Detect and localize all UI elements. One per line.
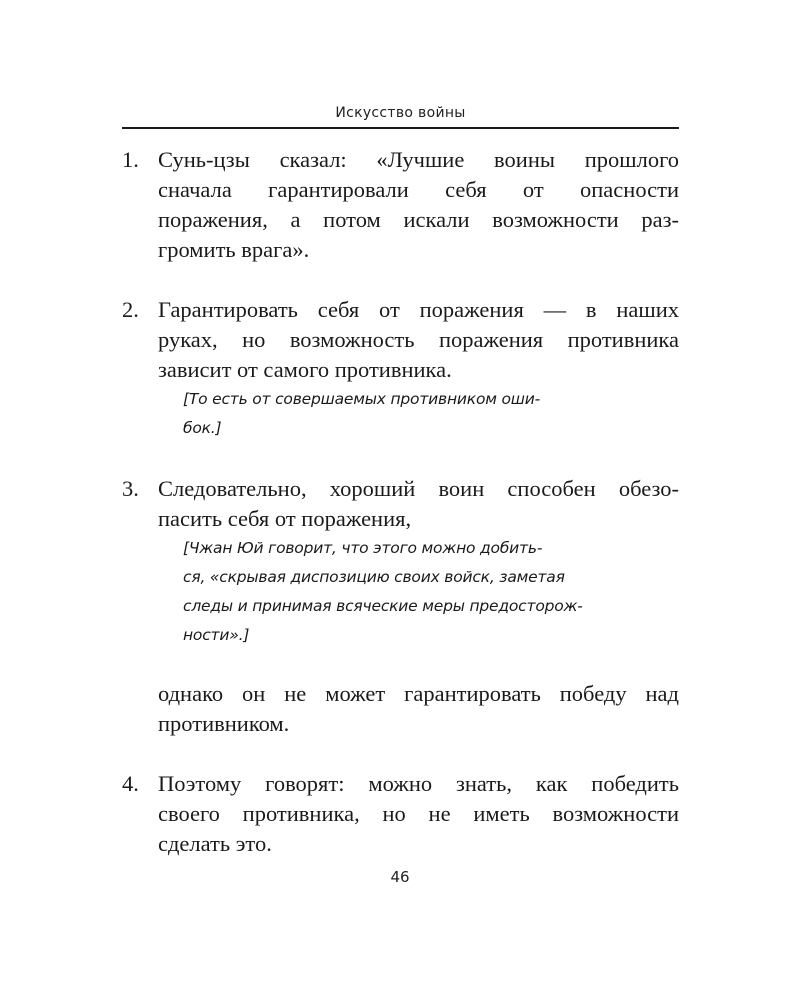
- text-line: однако он не может гарантировать победу над: [158, 681, 679, 706]
- note-line: бок.]: [183, 419, 222, 437]
- commentary-note-2: [183, 385, 623, 443]
- paragraph-3-continuation: [158, 679, 679, 739]
- note-line: следы и принимая всяческие меры предосторож-: [183, 597, 583, 615]
- paragraph-number: 2.: [122, 297, 139, 322]
- text-line: сначала гарантировали себя от опасности: [158, 177, 679, 202]
- paragraph-2: [122, 295, 679, 385]
- note-line: ся, «скрывая диспозицию своих войск, заметая: [183, 568, 565, 586]
- text-line: противником.: [158, 711, 290, 736]
- running-head: Искусство войны: [335, 105, 466, 121]
- text-line: зависит от самого противника.: [158, 357, 452, 382]
- text-line: громить врага».: [158, 237, 310, 262]
- paragraph-3: [122, 474, 679, 534]
- text-line: руках, но возможность поражения противника: [158, 327, 679, 352]
- paragraph-number: 3.: [122, 476, 139, 501]
- paragraph-number: 4.: [122, 771, 139, 796]
- text-line: Следовательно, хороший воин способен обезо-: [158, 476, 679, 501]
- paragraph-4: [122, 769, 679, 859]
- note-line: [То есть от совершаемых противником оши-: [183, 390, 540, 408]
- note-line: [Чжан Юй говорит, что этого можно добить-: [183, 539, 543, 557]
- text-line: пасить себя от поражения,: [158, 506, 412, 531]
- commentary-note-3: [183, 534, 623, 650]
- text-line: поражения, а потом искали возможности раз-: [158, 207, 679, 232]
- paragraph-1: [122, 145, 679, 265]
- paragraph-number: 1.: [122, 147, 139, 172]
- note-line: ности».]: [183, 626, 250, 644]
- text-line: сделать это.: [158, 831, 272, 856]
- text-line: Поэтому говорят: можно знать, как победить: [158, 771, 679, 796]
- header-rule: [122, 127, 679, 129]
- text-line: Сунь-цзы сказал: «Лучшие воины прошлого: [158, 147, 679, 172]
- text-line: Гарантировать себя от поражения — в наших: [158, 297, 679, 322]
- page-number: 46: [390, 868, 410, 886]
- text-line: своего противника, но не иметь возможности: [158, 801, 679, 826]
